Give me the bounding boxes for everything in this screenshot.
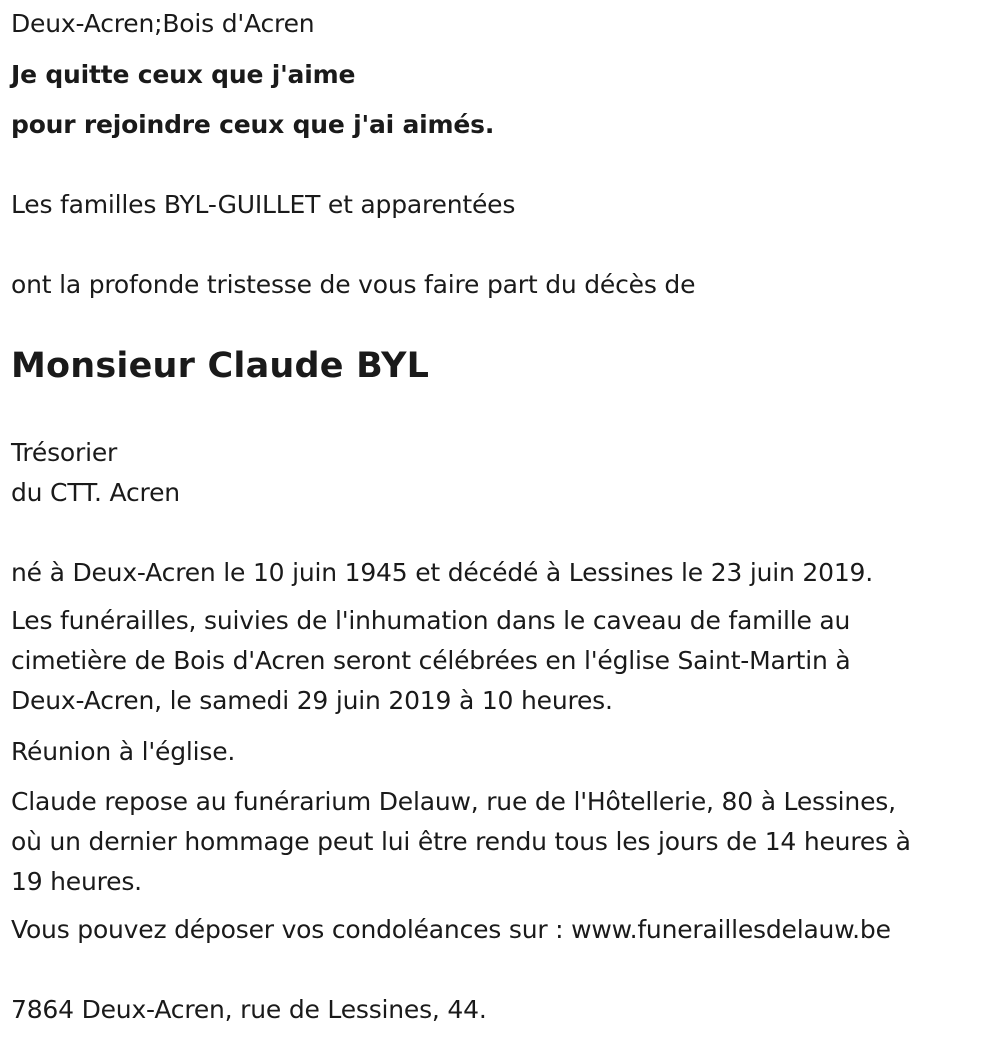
address-line: 7864 Deux-Acren, rue de Lessines, 44. xyxy=(11,995,487,1024)
verse-line-2: pour rejoindre ceux que j'ai aimés. xyxy=(11,110,495,139)
funeral-line: Deux-Acren, le samedi 29 juin 2019 à 10 heures. xyxy=(11,686,613,715)
visitation-line: où un dernier hommage peut lui être rendu tous les jours de 14 heures à xyxy=(11,827,911,856)
funeral-line: cimetière de Bois d'Acren seront célébrées en l'église Saint-Martin à xyxy=(11,646,851,675)
visitation-line: 19 heures. xyxy=(11,867,142,896)
condolences-line: Vous pouvez déposer vos condoléances sur : www.funeraillesdelauw.be xyxy=(11,915,891,944)
birth-death-line: né à Deux-Acren le 10 juin 1945 et décédé à Lessines le 23 juin 2019. xyxy=(11,558,873,587)
location-line: Deux-Acren;Bois d'Acren xyxy=(11,9,315,38)
deceased-name: Monsieur Claude BYL xyxy=(11,346,430,386)
funeral-line: Les funérailles, suivies de l'inhumation dans le caveau de famille au xyxy=(11,606,851,635)
visitation-line: Claude repose au funérarium Delauw, rue de l'Hôtellerie, 80 à Lessines, xyxy=(11,787,896,816)
families-line: Les familles BYL-GUILLET et apparentées xyxy=(11,190,516,219)
verse-line-1: Je quitte ceux que j'aime xyxy=(11,60,356,89)
funeral-paragraph xyxy=(11,601,991,721)
visitation-paragraph xyxy=(11,782,991,902)
meeting-line: Réunion à l'église. xyxy=(11,737,236,766)
role-line-2: du CTT. Acren xyxy=(11,478,180,507)
role-line-1: Trésorier xyxy=(11,438,118,467)
intro-line: ont la profonde tristesse de vous faire part du décès de xyxy=(11,270,696,299)
